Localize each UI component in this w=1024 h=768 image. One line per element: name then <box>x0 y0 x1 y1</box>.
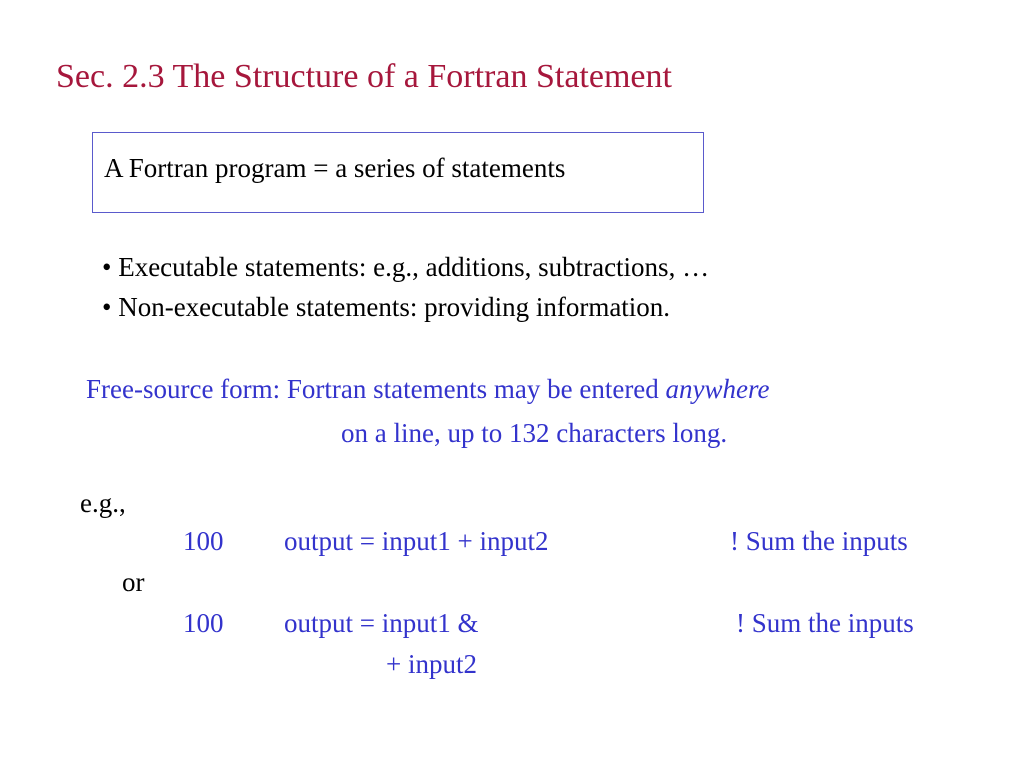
bullet-executable: • Executable statements: e.g., additions, subtractions, … <box>102 252 710 282</box>
code-line-2-comment: ! Sum the inputs <box>736 608 914 638</box>
code-line-1-statement: output = input1 + input2 <box>284 526 549 556</box>
free-source-line-1 <box>86 376 770 403</box>
bullet-non-executable: • Non-executable statements: providing information. <box>102 292 671 322</box>
definition-text: A Fortran program = a series of statements <box>104 153 566 183</box>
or-label: or <box>122 567 145 597</box>
free-source-emphasis: anywhere <box>665 374 770 404</box>
free-source-line-2: on a line, up to 132 characters long. <box>341 418 728 448</box>
code-line-2-continuation: + input2 <box>386 649 477 679</box>
code-line-2-label: 100 <box>183 608 224 638</box>
code-line-1-label: 100 <box>183 526 224 556</box>
code-line-2-statement: output = input1 & <box>284 608 479 638</box>
free-source-prefix: Free-source form: Fortran statements may be entered <box>86 374 666 404</box>
code-line-1-comment: ! Sum the inputs <box>730 526 908 556</box>
example-label: e.g., <box>80 488 126 518</box>
slide-title: Sec. 2.3 The Structure of a Fortran Statement <box>56 58 672 95</box>
